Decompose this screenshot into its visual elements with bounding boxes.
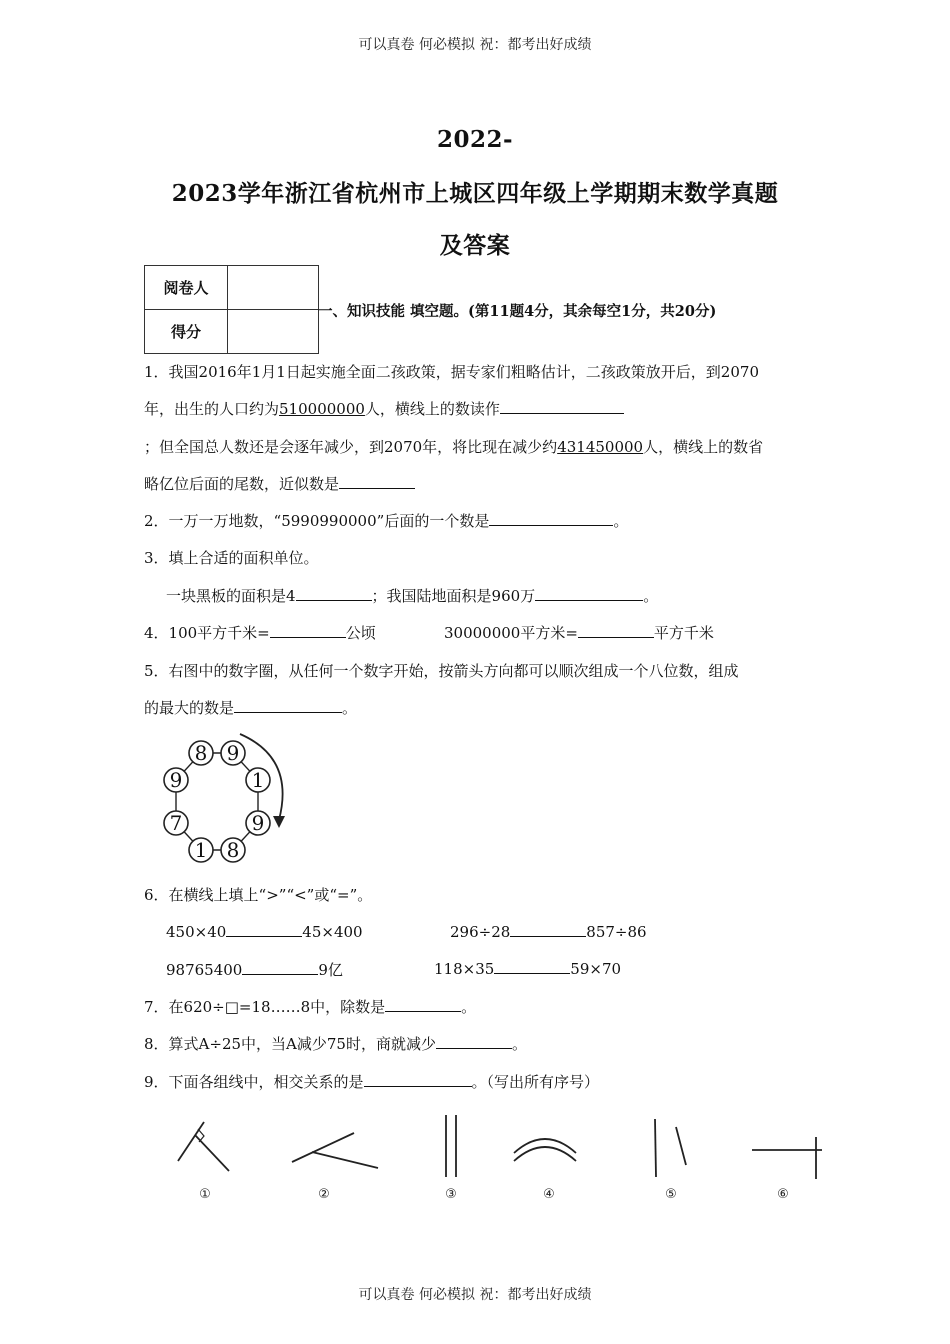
q1-text-c: ；但全国总人数还是会逐年减少，到2070年，将比现在减少约 bbox=[144, 438, 558, 456]
q1-line-3 bbox=[144, 436, 763, 457]
q4-text-a: 4．100平方千米= bbox=[144, 624, 270, 642]
q1-answer-blank-1[interactable] bbox=[500, 399, 624, 414]
q6-expr: 98765400 bbox=[166, 961, 243, 979]
group-label: ⑤ bbox=[665, 1187, 677, 1202]
digit: 9 bbox=[251, 811, 265, 835]
q1-text-b: 人，横线上的数读作 bbox=[364, 400, 500, 418]
q6-title: 6．在横线上填上“>”“<”或“=”。 bbox=[144, 886, 373, 904]
q6-expr: 857÷86 bbox=[586, 923, 647, 941]
section-1-heading: 一、知识技能 填空题。(第11题4分，其余每空1分，共20分) bbox=[318, 303, 717, 320]
q5-line-2 bbox=[144, 697, 357, 718]
q6-row-2-right bbox=[434, 959, 621, 978]
group-label: ② bbox=[318, 1187, 330, 1202]
title-line-2: 2023学年浙江省杭州市上城区四年级上学期期末数学真题 bbox=[171, 180, 779, 207]
digit-circle bbox=[246, 768, 270, 792]
q8-answer-blank[interactable] bbox=[436, 1034, 512, 1049]
score-label: 得分 bbox=[145, 310, 228, 354]
q6-expr: 45×400 bbox=[302, 923, 363, 941]
q6-expr: 59×70 bbox=[570, 960, 622, 978]
q4-text-c: 30000000平方米= bbox=[444, 624, 578, 642]
digit-circle bbox=[221, 838, 245, 862]
q1-number-1: 510000000 bbox=[279, 400, 365, 418]
q1-number-2: 431450000 bbox=[557, 438, 644, 456]
q1-answer-blank-2[interactable] bbox=[339, 474, 415, 489]
group-label: ③ bbox=[445, 1187, 457, 1202]
q1-line-4 bbox=[144, 473, 415, 494]
q6-expr: 118×35 bbox=[434, 960, 495, 978]
number-circle-figure bbox=[160, 728, 300, 868]
group-label: ① bbox=[199, 1187, 211, 1202]
q3-answer-blank-1[interactable] bbox=[296, 586, 372, 601]
digit: 8 bbox=[194, 741, 208, 765]
score-cell[interactable] bbox=[228, 310, 319, 354]
q3-end: 。 bbox=[643, 587, 659, 605]
q5-line-1: 5．右图中的数字圈，从任何一个数字开始，按箭头方向都可以顺次组成一个八位数，组成 bbox=[144, 662, 739, 680]
q3-text-a: 一块黑板的面积是4 bbox=[166, 587, 296, 605]
q1-text-e: 略亿位后面的尾数，近似数是 bbox=[144, 475, 340, 493]
line-group-6 bbox=[752, 1137, 822, 1202]
q4-unit-1: 公顷 bbox=[345, 624, 376, 642]
line-group-5 bbox=[655, 1119, 686, 1202]
q8-line bbox=[144, 1033, 527, 1054]
digit: 9 bbox=[226, 741, 240, 765]
digit-circle bbox=[189, 838, 213, 862]
q3-answer-blank-2[interactable] bbox=[535, 586, 643, 601]
digit-circle bbox=[189, 741, 213, 765]
q2-line bbox=[144, 510, 628, 531]
q9-answer-blank[interactable] bbox=[364, 1072, 472, 1087]
q6-answer-blank[interactable] bbox=[242, 960, 318, 975]
circle-connector bbox=[176, 753, 258, 850]
q8-text: 8．算式A÷25中，当A减少75时，商就减少 bbox=[144, 1035, 436, 1053]
q6-row-1-left bbox=[166, 922, 363, 941]
q6-answer-blank[interactable] bbox=[226, 922, 302, 937]
q6-expr: 450×40 bbox=[166, 923, 227, 941]
q6-row-2-left bbox=[166, 959, 343, 980]
q4-unit-2: 平方千米 bbox=[653, 624, 714, 642]
q4-part-2 bbox=[444, 622, 714, 643]
q6-answer-blank[interactable] bbox=[494, 959, 570, 974]
q7-line bbox=[144, 996, 476, 1017]
q3-text-b: ；我国陆地面积是960万 bbox=[371, 587, 536, 605]
group-label: ④ bbox=[543, 1187, 555, 1202]
q6-answer-blank[interactable] bbox=[510, 922, 586, 937]
line-group-1 bbox=[178, 1122, 229, 1202]
group-label: ⑥ bbox=[777, 1187, 789, 1202]
digit: 7 bbox=[169, 811, 183, 835]
line-group-2 bbox=[292, 1133, 378, 1202]
page-header: 可以真卷 何必模拟 祝：都考出好成绩 bbox=[358, 37, 592, 53]
q4-answer-blank-2[interactable] bbox=[578, 623, 654, 638]
q5-answer-blank[interactable] bbox=[234, 698, 342, 713]
q8-end: 。 bbox=[511, 1035, 527, 1053]
q9-line bbox=[144, 1071, 599, 1092]
q1-text-a: 年，出生的人口约为 bbox=[144, 400, 280, 418]
line-groups-figure bbox=[160, 1105, 860, 1215]
digit-circle bbox=[164, 768, 188, 792]
line-group-3 bbox=[445, 1115, 457, 1202]
digit: 8 bbox=[226, 838, 240, 862]
q1-line-1: 1．我国2016年1月1日起实施全面二孩政策，据专家们粗略估计，二孩政策放开后，到2070 bbox=[144, 363, 759, 381]
score-table bbox=[144, 265, 319, 354]
reviewer-label: 阅卷人 bbox=[145, 266, 228, 310]
digit-circle bbox=[221, 741, 245, 765]
title-line-1: 2022- bbox=[436, 126, 514, 153]
q4-answer-blank-1[interactable] bbox=[270, 623, 346, 638]
reviewer-cell[interactable] bbox=[228, 266, 319, 310]
digit-circle bbox=[246, 811, 270, 835]
digit: 1 bbox=[194, 838, 208, 862]
q6-expr: 296÷28 bbox=[450, 923, 511, 941]
q3-line bbox=[166, 585, 658, 606]
digit-circle bbox=[164, 811, 188, 835]
q3-title: 3．填上合适的面积单位。 bbox=[144, 549, 319, 567]
q2-answer-blank[interactable] bbox=[489, 511, 613, 526]
page-footer: 可以真卷 何必模拟 祝：都考出好成绩 bbox=[358, 1287, 592, 1303]
q2-text: 2．一万一万地数，“5990990000”后面的一个数是 bbox=[144, 512, 490, 530]
q9-end: 。（写出所有序号） bbox=[471, 1073, 600, 1091]
digit: 9 bbox=[169, 768, 183, 792]
q7-end: 。 bbox=[461, 998, 477, 1016]
digit: 1 bbox=[251, 768, 265, 792]
q7-answer-blank[interactable] bbox=[385, 997, 461, 1012]
title-line-3: 及答案 bbox=[439, 232, 511, 259]
q5-text: 的最大的数是 bbox=[144, 699, 235, 717]
q7-text: 7．在620÷□=18……8中，除数是 bbox=[144, 998, 386, 1016]
q9-text: 9．下面各组线中，相交关系的是 bbox=[144, 1073, 364, 1091]
q6-expr: 9亿 bbox=[318, 961, 343, 979]
line-group-4 bbox=[514, 1139, 576, 1202]
q1-text-d: 人，横线上的数省 bbox=[643, 438, 764, 456]
q6-row-1-right bbox=[450, 922, 647, 941]
q1-line-2 bbox=[144, 398, 624, 419]
q2-end: 。 bbox=[613, 512, 629, 530]
q5-end: 。 bbox=[342, 699, 358, 717]
arrow-head-icon bbox=[273, 816, 285, 828]
q4-part-1 bbox=[144, 622, 376, 643]
